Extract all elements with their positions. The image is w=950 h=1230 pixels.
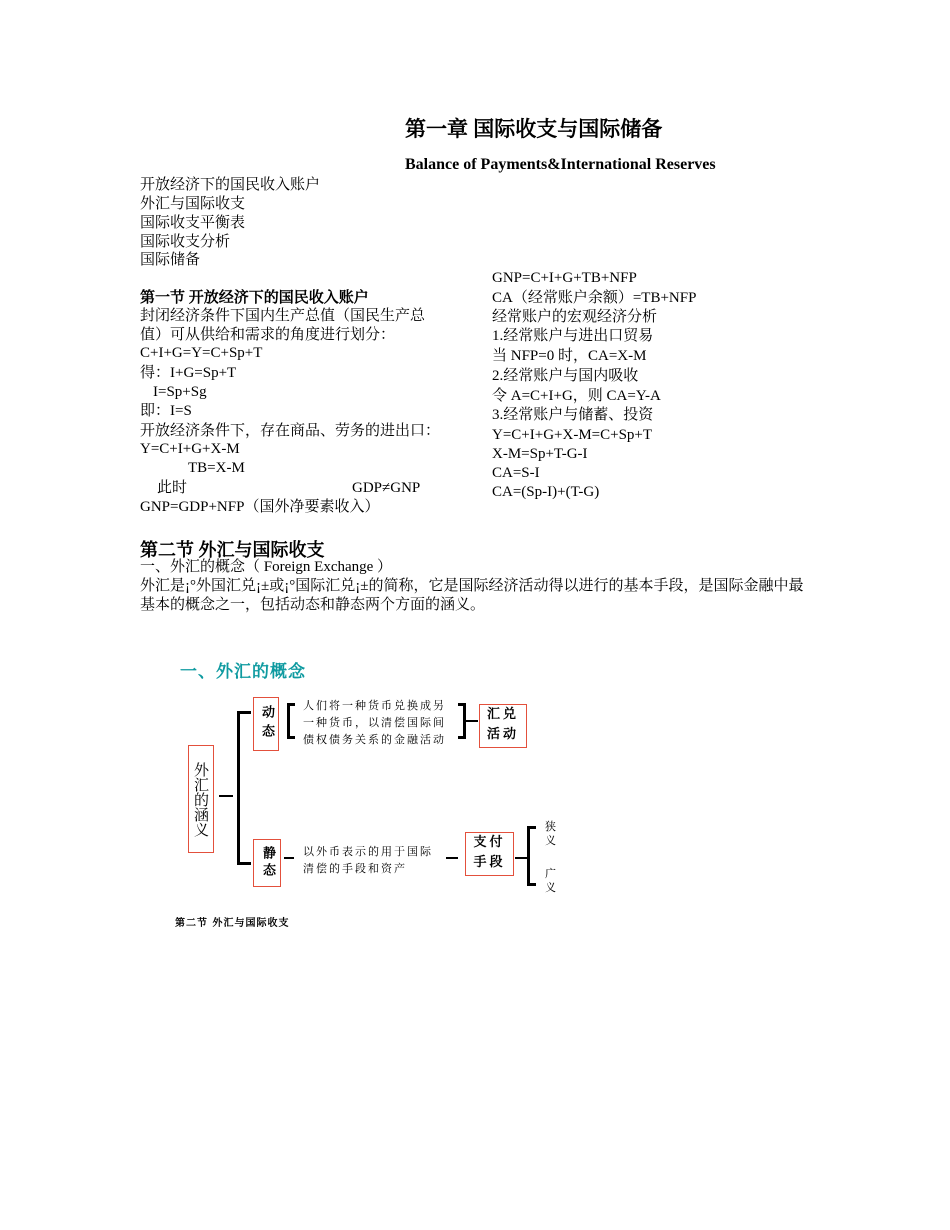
section1-line: C+I+G=Y=C+Sp+T (140, 345, 263, 361)
chapter-subtitle: Balance of Payments&International Reserves (405, 156, 716, 173)
sub-bracket (527, 826, 530, 886)
section1-line: 封闭经济条件下国内生产总值（国民生产总 (140, 308, 426, 324)
main-bracket (237, 711, 240, 865)
section1-line: Y=C+I+G+X-M (140, 441, 240, 457)
dynamic-result-box: 汇兑活动 (479, 704, 527, 748)
section1-heading: 第一节 开放经济下的国民收入账户 (140, 290, 369, 306)
section1-right-line: 3.经常账户与储蓄、投资 (492, 407, 654, 423)
section1-right-line: Y=C+I+G+X-M=C+Sp+T (492, 427, 653, 443)
bracket-left-top (287, 703, 295, 706)
bracket-right-bottom (458, 736, 466, 739)
bracket-left-bottom (287, 736, 295, 739)
bracket-right-top (458, 703, 466, 706)
dynamic-box: 动态 (253, 697, 279, 751)
section1-line: 此时 (157, 480, 188, 496)
section1-line: 即：I=S (140, 403, 192, 419)
connector-line (466, 720, 478, 722)
section1-right-line: 当 NFP=0 时，CA=X-M (492, 348, 647, 364)
section1-right-line: 令 A=C+I+G，则 CA=Y-A (492, 388, 661, 404)
section1-right-line: CA（经常账户余额）=TB+NFP (492, 290, 697, 306)
section1-right-line: GNP=C+I+G+TB+NFP (492, 270, 637, 286)
narrow-label: 狭义 (545, 820, 556, 847)
section1-line: GNP=GDP+NFP（国外净要素收入） (140, 499, 380, 515)
bracket-arm-bottom (237, 862, 251, 865)
static-box: 静态 (253, 839, 281, 887)
broad-label: 广义 (545, 867, 556, 894)
diagram-footer: 第二节 外汇与国际收支 (175, 918, 290, 929)
section1-line: 开放经济条件下，存在商品、劳务的进出口： (140, 423, 441, 439)
bracket-left (287, 703, 290, 739)
connector-line (219, 795, 233, 797)
toc-item: 国际储备 (140, 252, 201, 268)
section2-paragraph: 外汇是¡°外国汇兑¡±或¡°国际汇兑¡±的简称，它是国际经济活动得以进行的基本手段，是国际金融中最基本的概念之一，包括动态和静态两个方面的涵义。 (140, 578, 804, 613)
section1-line: TB=X-M (188, 460, 245, 476)
section1-line: I=Sp+Sg (153, 384, 207, 400)
static-result-box: 支付手段 (465, 832, 514, 876)
toc-item: 外汇与国际收支 (140, 196, 246, 212)
toc-item: 国际收支平衡表 (140, 215, 246, 231)
section1-line: GDP≠GNP (352, 480, 421, 496)
root-box: 外汇的涵义 (188, 745, 214, 853)
section1-right-line: CA=S-I (492, 465, 540, 481)
connector-line (284, 857, 294, 859)
section2-heading: 第二节 外汇与国际收支 (140, 540, 325, 560)
chapter-title: 第一章 国际收支与国际储备 (405, 117, 663, 141)
section1-line: 值）可从供给和需求的角度进行划分： (140, 327, 396, 343)
static-text: 以外币表示的用于国际清偿的手段和资产 (303, 845, 433, 875)
diagram-title: 一、外汇的概念 (180, 662, 306, 682)
section1-right-line: 经常账户的宏观经济分析 (492, 309, 658, 325)
section1-right-line: CA=(Sp-I)+(T-G) (492, 484, 600, 500)
toc-item: 国际收支分析 (140, 234, 231, 250)
section1-right-line: 2.经常账户与国内吸收 (492, 368, 639, 384)
sub-bracket-bottom (527, 883, 536, 886)
section1-right-line: 1.经常账户与进出口贸易 (492, 328, 654, 344)
section1-right-line: X-M=Sp+T-G-I (492, 446, 588, 462)
bracket-arm-top (237, 711, 251, 714)
connector-line (515, 857, 527, 859)
toc-item: 开放经济下的国民收入账户 (140, 177, 321, 193)
section1-line: 得：I+G=Sp+T (140, 365, 237, 381)
section2-subheading: 一、外汇的概念（ Foreign Exchange ） (140, 559, 393, 575)
connector-line (446, 857, 458, 859)
dynamic-text: 人们将一种货币兑换成另一种货币，以清偿国际间债权债务关系的金融活动 (303, 699, 446, 746)
sub-bracket-top (527, 826, 536, 829)
